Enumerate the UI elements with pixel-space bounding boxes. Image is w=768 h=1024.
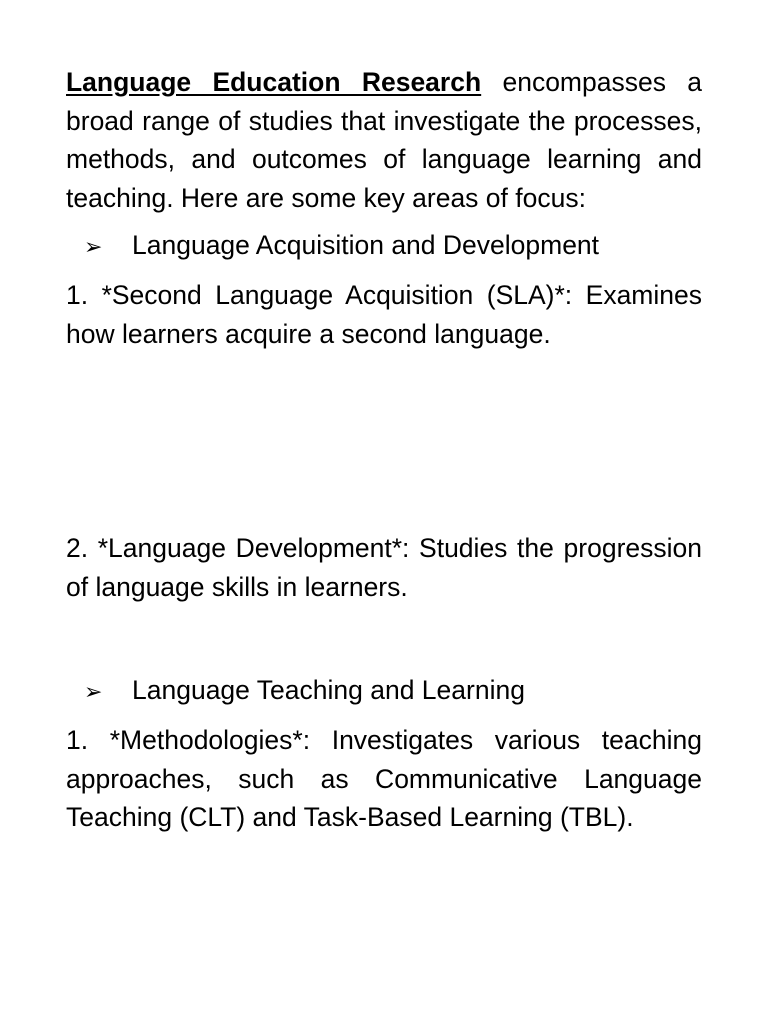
list-item-language-development: 2. *Language Development*: Studies the progression of language skills in learners.: [66, 533, 702, 602]
section-heading-label: Language Teaching and Learning: [132, 675, 525, 706]
list-item-sla: 1. *Second Language Acquisition (SLA)*: Examines how learners acquire a second language.: [66, 279, 702, 349]
list-item-methodologies: 1. *Methodologies*: Investigates various teaching approaches, such as Communicative Language Teaching (CLT) and Task-Based Learning (TBL).: [66, 724, 702, 833]
section-heading-teaching: [84, 671, 702, 712]
section-heading-label: Language Acquisition and Development: [132, 230, 600, 261]
arrowhead-bullet-icon: ➢: [84, 234, 103, 260]
blank-space: [66, 353, 702, 529]
arrowhead-bullet-icon: ➢: [84, 679, 103, 705]
blank-space: [66, 606, 702, 662]
section-heading-acquisition: [84, 226, 702, 267]
intro-text: encompasses a broad range of studies that investigate the processes, methods, and outcomes of language learning and teaching. Here are some key areas of focus:: [66, 67, 703, 213]
intro-paragraph: [66, 63, 702, 217]
document-page: [66, 63, 702, 837]
intro-term: Language Education Research: [66, 67, 482, 97]
